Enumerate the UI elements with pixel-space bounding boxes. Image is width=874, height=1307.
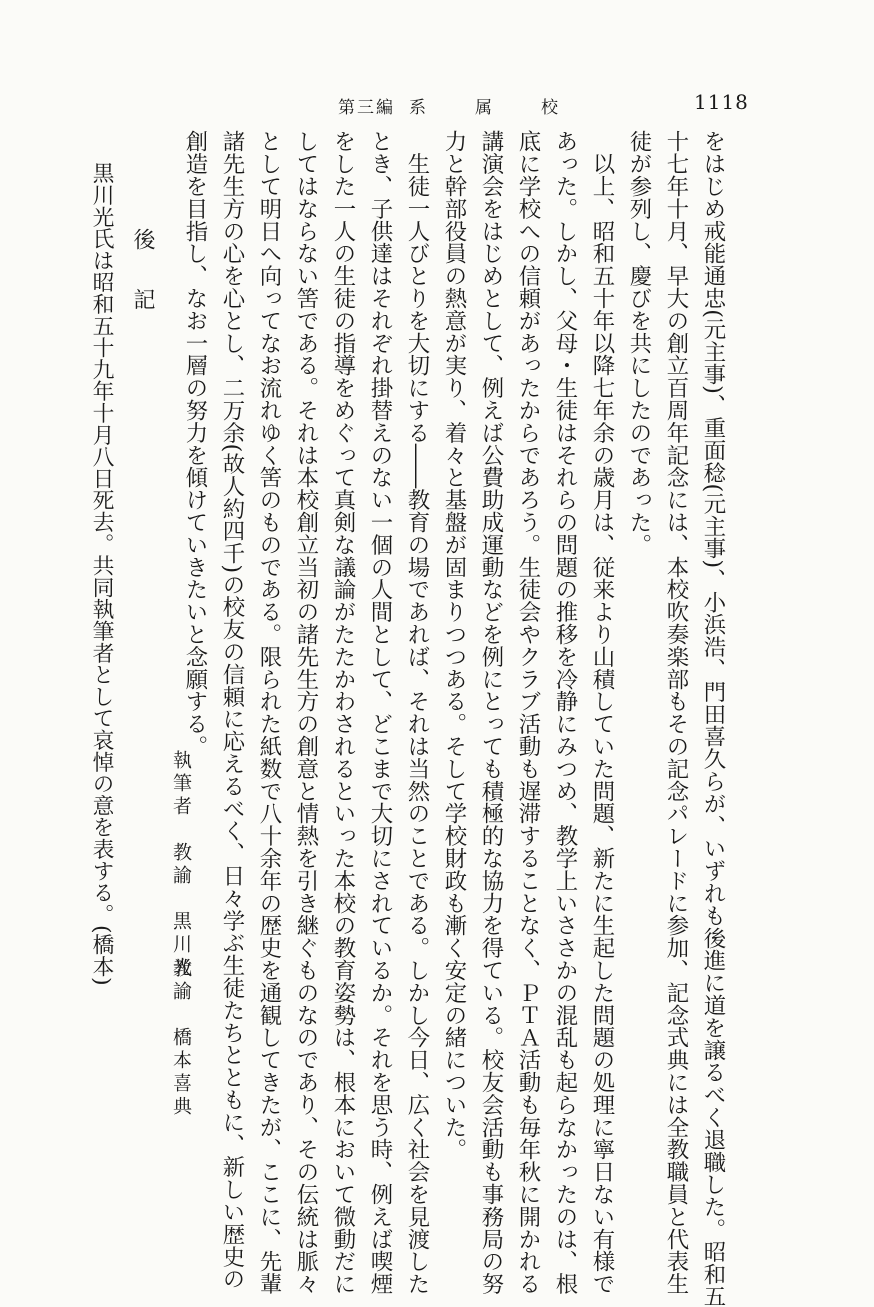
body-line: として明日へ向ってなお流れゆく筈のものである。限られた紙数で八十余年の歴史を通観してきたが、ここに、先輩 [256, 130, 282, 1295]
body-line: 底に学校への信頼があったからであろう。生徒会やクラブ活動も遅滞することなく、ＰＴＡ活動も毎年秋に開かれる [515, 130, 541, 1295]
body-line: してはならない筈である。それは本校創立当初の諸先生方の創意と情熱を引き継ぐものなのであり、その伝統は脈々 [293, 130, 319, 1295]
body-line: 諸先生方の心を心とし、二万余(故人約四千)の校友の信頼に応えるべく、日々学ぶ生徒たちとともに、新しい歴史の [219, 130, 245, 1290]
body-line: 力と幹部役員の熱意が実り、着々と基盤が固まりつつある。そして学校財政も漸く安定の緒についた。 [441, 130, 467, 1161]
body-line: をした一人の生徒の指導をめぐって真剣な議論がたたかわされるといった本校の教育姿勢は、根本において微動だに [330, 130, 356, 1295]
author-signature: 執筆者 教諭 黒川光 [170, 750, 192, 980]
body-line: 十七年十月、早大の創立百周年記念には、本校吹奏楽部もその記念パレードに参加、記念式典には全教職員と代表生 [663, 130, 689, 1295]
body-line: 創造を目指し、なお一層の努力を傾けていきたいと念願する。 [182, 130, 208, 758]
page-number: 1118 [694, 90, 749, 114]
body-line: 講演会をはじめとして、例えば公費助成運動などを例にとっても積極的な協力を得ている。校友会活動も事務局の努 [478, 130, 504, 1295]
body-line: 徒が参列し、慶びを共にしたのであった。 [626, 130, 652, 556]
body-line: とき、子供達はそれぞれ掛替えのない一個の人間として、どこまで大切にされているか。それを思う時、例えば喫煙 [367, 130, 393, 1295]
section-name: 系 属 校 [409, 98, 574, 118]
body-line: 生徒一人びとりを大切にする――教育の場であれば、それは当然のことである。しかし今日、広く社会を見渡した [404, 130, 430, 1295]
section-part: 第三編 [338, 98, 395, 118]
afterword-heading: 後記 [130, 228, 155, 348]
body-line: をはじめ戒能通忠(元主事)、重面稔(元主事)、小浜浩、門田喜久らが、いずれも後進に道を譲るべく退職した。昭和五 [700, 130, 726, 1307]
body-line: あった。しかし、父母・生徒はそれらの問題の推移を冷静にみつめ、教学上いささかの混乱も起らなかったのは、根 [552, 130, 578, 1295]
afterword-note: 黒川光氏は昭和五十九年十月八日死去。共同執筆者として哀悼の意を表する。(橋本) [89, 162, 114, 986]
section-title [338, 93, 574, 118]
co-author-signature: 教諭 橋本喜典 [170, 958, 192, 1119]
body-line: 以上、昭和五十年以降七年余の歳月は、従来より山積していた問題、新たに生起した問題の処理に寧日ない有様で [589, 130, 615, 1295]
